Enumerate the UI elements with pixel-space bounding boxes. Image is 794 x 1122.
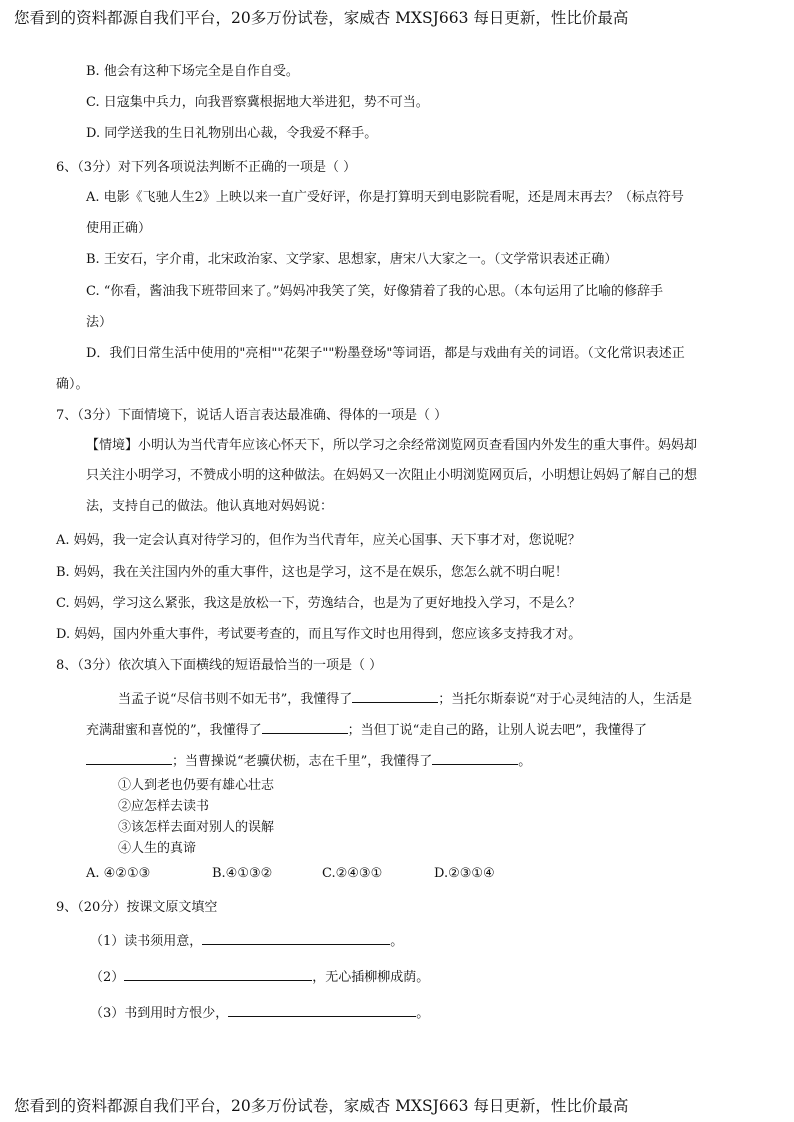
- q9-item-2: [90, 966, 429, 988]
- q9-item-3: [90, 1002, 429, 1024]
- q6-option-d-line1: D．我们日常生活中使用的"亮相""花架子""粉墨登场"等词语，都是与戏曲有关的词语。（文化常识表述正: [86, 346, 685, 361]
- q9-item1-text: （1）读书须用意，: [90, 934, 203, 949]
- q8-item-1: ①人到老也仍要有雄心壮志: [118, 778, 275, 793]
- q9-stem: 9、（20分）按课文原文填空: [56, 900, 218, 915]
- q9-blank-2[interactable]: [124, 966, 312, 981]
- q6-option-a-line1: A. 电影《飞驰人生2》上映以来一直广受好评，你是打算明天到电影院看呢，还是周末再去？（标点符号: [86, 190, 684, 205]
- q9-item2-text: （2）: [90, 970, 125, 985]
- q9-item1-end: 。: [390, 934, 404, 949]
- q9-item-1: [90, 930, 403, 952]
- q8-choice-b: B.④①③②: [212, 866, 273, 881]
- q8-blank-3[interactable]: [86, 750, 172, 765]
- q6-option-c-line1: C. “你看，酱油我下班带回来了。”妈妈冲我笑了笑，好像猜着了我的心思。（本句运用了比喻的修辞手: [86, 284, 664, 299]
- q8-item-3: ③该怎样去面对别人的误解: [118, 820, 275, 835]
- q5-option-b: B. 他会有这种下场完全是自作自受。: [86, 64, 299, 79]
- q9-blank-1[interactable]: [202, 930, 390, 945]
- q8-blank-1[interactable]: [352, 688, 438, 703]
- q8-line3-text-b: ；当曹操说“老骥伏枥，志在千里”，我懂得了: [172, 754, 433, 769]
- q8-choice-c: C.②④③①: [322, 866, 383, 881]
- q8-line1-text-b: ；当托尔斯泰说“对于心灵纯洁的人，生活是: [438, 692, 692, 707]
- q8-passage-line2: [86, 719, 647, 741]
- q7-context-line1: 【情境】小明认为当代青年应该心怀天下，所以学习之余经常浏览网页查看国内外发生的重大事件。妈妈却: [86, 438, 698, 453]
- q8-item-2: ②应怎样去读书: [118, 799, 210, 814]
- q9-blank-3[interactable]: [228, 1002, 416, 1017]
- q6-stem: 6、（3分）对下列各项说法判断不正确的一项是（ ）: [56, 160, 357, 175]
- q7-context-line3: 法，支持自己的做法。他认真地对妈妈说：: [86, 499, 334, 514]
- q9-item2-end: ，无心插柳柳成荫。: [312, 970, 430, 985]
- footer-banner: 您看到的资料都源自我们平台，20多万份试卷，家威杏 MXSJ663 每日更新，性比价最高: [14, 1097, 629, 1115]
- q5-option-d: D. 同学送我的生日礼物别出心裁，令我爱不释手。: [86, 126, 378, 141]
- q7-option-c: C. 妈妈，学习这么紧张，我这是放松一下，劳逸结合，也是为了更好地投入学习，不是么？: [56, 596, 581, 611]
- q8-choice-a: A. ④②①③: [86, 866, 151, 881]
- q8-choice-d: D.②③①④: [434, 866, 495, 881]
- q6-option-b: B. 王安石，字介甫，北宋政治家、文学家、思想家，唐宋八大家之一。（文学常识表述正确）: [86, 252, 618, 267]
- q6-option-c-line2: 法）: [86, 315, 113, 330]
- q8-item-4: ④人生的真谛: [118, 841, 197, 856]
- q8-line3-text-c: 。: [518, 754, 532, 769]
- q7-option-d: D. 妈妈，国内外重大事件，考试要考查的，而且写作文时也用得到，您应该多支持我才对。: [56, 627, 582, 642]
- q8-line2-text-b: ；当但丁说“走自己的路，让别人说去吧”，我懂得了: [347, 723, 647, 738]
- q8-stem: 8、（3分）依次填入下面横线的短语最恰当的一项是（ ）: [56, 658, 383, 673]
- q6-option-a-line2: 使用正确）: [86, 221, 152, 236]
- q7-option-a: A. 妈妈，我一定会认真对待学习的，但作为当代青年，应关心国事、天下事才对，您说呢？: [56, 533, 581, 548]
- q5-option-c: C. 日寇集中兵力，向我晋察冀根据地大举进犯，势不可当。: [86, 95, 429, 110]
- q7-context-line2: 只关注小明学习，不赞成小明的这种做法。在妈妈又一次阻止小明浏览网页后，小明想让妈妈了解自己的想: [86, 468, 698, 483]
- q7-option-b: B. 妈妈，我在关注国内外的重大事件，这也是学习，这不是在娱乐，您怎么就不明白呢！: [56, 565, 568, 580]
- q8-passage-line1: [118, 688, 692, 710]
- q6-option-d-line2: 确）。: [56, 377, 89, 392]
- q8-line1-text-a: 当孟子说“尽信书则不如无书”，我懂得了: [118, 692, 353, 707]
- q8-passage-line3: [86, 750, 531, 772]
- header-banner: 您看到的资料都源自我们平台，20多万份试卷，家威杏 MXSJ663 每日更新，性比价最高: [14, 9, 629, 27]
- q7-stem: 7、（3分）下面情境下，说话人语言表达最准确、得体的一项是（ ）: [56, 408, 448, 423]
- q8-blank-4[interactable]: [432, 750, 518, 765]
- q8-line2-text-a: 充满甜蜜和喜悦的”，我懂得了: [86, 723, 262, 738]
- q8-blank-2[interactable]: [262, 719, 348, 734]
- q9-item3-text: （3）书到用时方恨少，: [90, 1006, 229, 1021]
- q9-item3-end: 。: [416, 1006, 430, 1021]
